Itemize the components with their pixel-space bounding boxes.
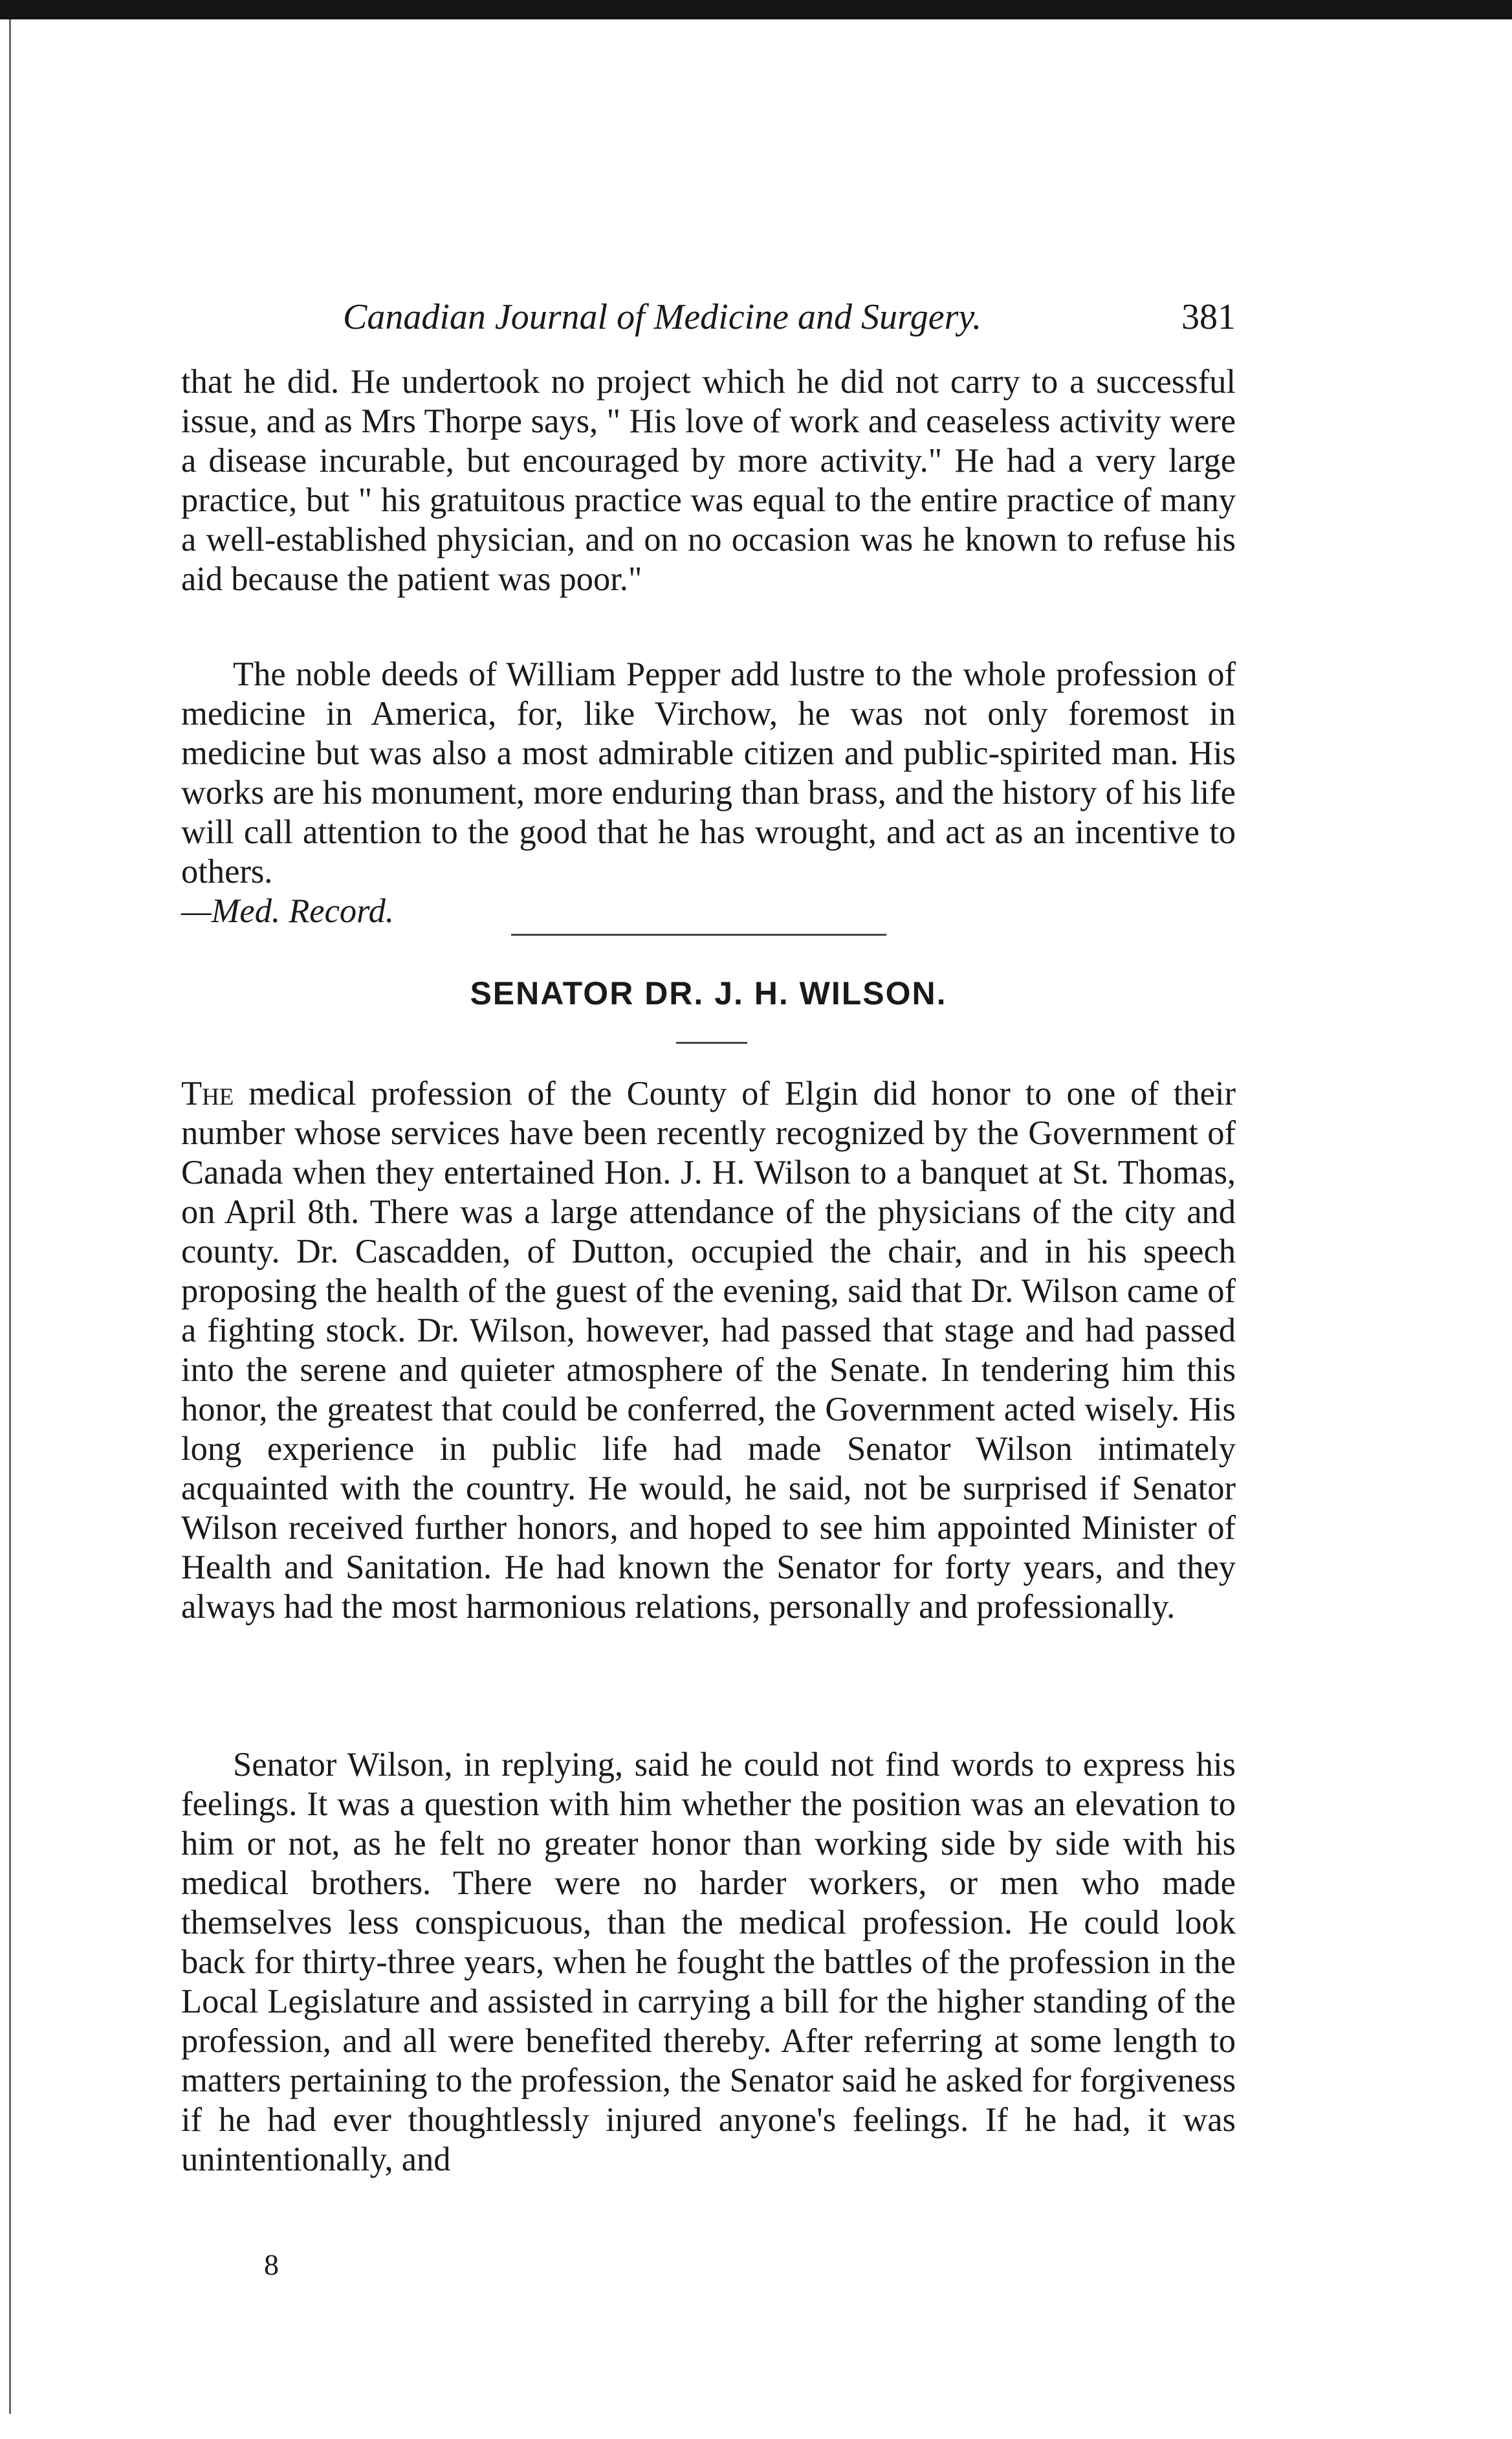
article-first-word: The xyxy=(181,1075,234,1112)
page-left-border xyxy=(9,19,11,2414)
article-paragraph-1 xyxy=(181,1074,1236,1627)
previous-article-paragraph-2: The noble deeds of William Pepper add lustre to the whole profession of medicine in America, for, like Virchow, he was not only foremost in medicine but was also a most admirable citizen and public-spirited man. His works are his monument, more enduring than brass, and the history of his life will call attention to the good that he has wrought, and act as an incentive to others. xyxy=(181,656,1236,890)
section-divider-rule xyxy=(511,934,886,936)
page-top-border xyxy=(0,0,1512,19)
page-number: 381 xyxy=(1181,297,1236,337)
article-paragraph-2: Senator Wilson, in replying, said he could not find words to express his feelings. It was a question with him whether the position was an elevation to him or not, as he felt no greater honor than working side by side with his medical brothers. There were no harder workers, or men who made themselves less conspicuous, than the medical profession. He could look back for thirty-three years, when he fought the battles of the profession in the Local Legislature and assisted in carrying a bill for the higher standing of the profession, and all were benefited thereby. After referring at some length to matters pertaining to the profession, the Senator said he asked for forgiveness if he had ever thoughtlessly injured anyone's feelings. If he had, it was unintentionally, and xyxy=(181,1746,1236,2178)
previous-article-paragraph-1: that he did. He undertook no project which he did not carry to a successful issue, and as Mrs Thorpe says, " His love of work and ceaseless activity were a disease incurable, but encouraged by more activity." He had a very large practice, but " his gratuitous practice was equal to the entire practice of many a well-established physician, and on no occasion was he known to refuse his aid because the patient was poor." xyxy=(181,363,1236,598)
title-underline-rule xyxy=(676,1042,747,1044)
article-title: SENATOR DR. J. H. WILSON. xyxy=(470,975,947,1011)
previous-article-source: —Med. Record. xyxy=(181,892,394,930)
running-header xyxy=(343,291,1236,343)
article-paragraph-1-text: medical profession of the County of Elgin did honor to one of their number whose services have been recently recognized by the Government of Canada when they entertained Hon. J. H. Wilson to a banquet at St. Thomas, on April 8th. There was a large attendance of the physicians of the city and county. Dr. Cascadden, of Dutton, occupied the chair, and in his speech proposing the health of the guest of the evening, said that Dr. Wilson came of a fighting stock. Dr. Wilson, however, had passed that stage and had passed into the serene and quieter atmosphere of the Senate. In tendering him this honor, the greatest that could be conferred, the Government acted wisely. His long experience in public life had made Senator Wilson intimately acquainted with the country. He would, he said, not be surprised if Senator Wilson received further honors, and hoped to see him appointed Minister of Health and Sanitation. He had known the Senator for forty years, and they always had the most harmonious relations, personally and professionally. xyxy=(181,1075,1236,1626)
running-title: Canadian Journal of Medicine and Surgery. xyxy=(343,297,982,337)
printer-signature-mark: 8 xyxy=(264,2248,279,2281)
